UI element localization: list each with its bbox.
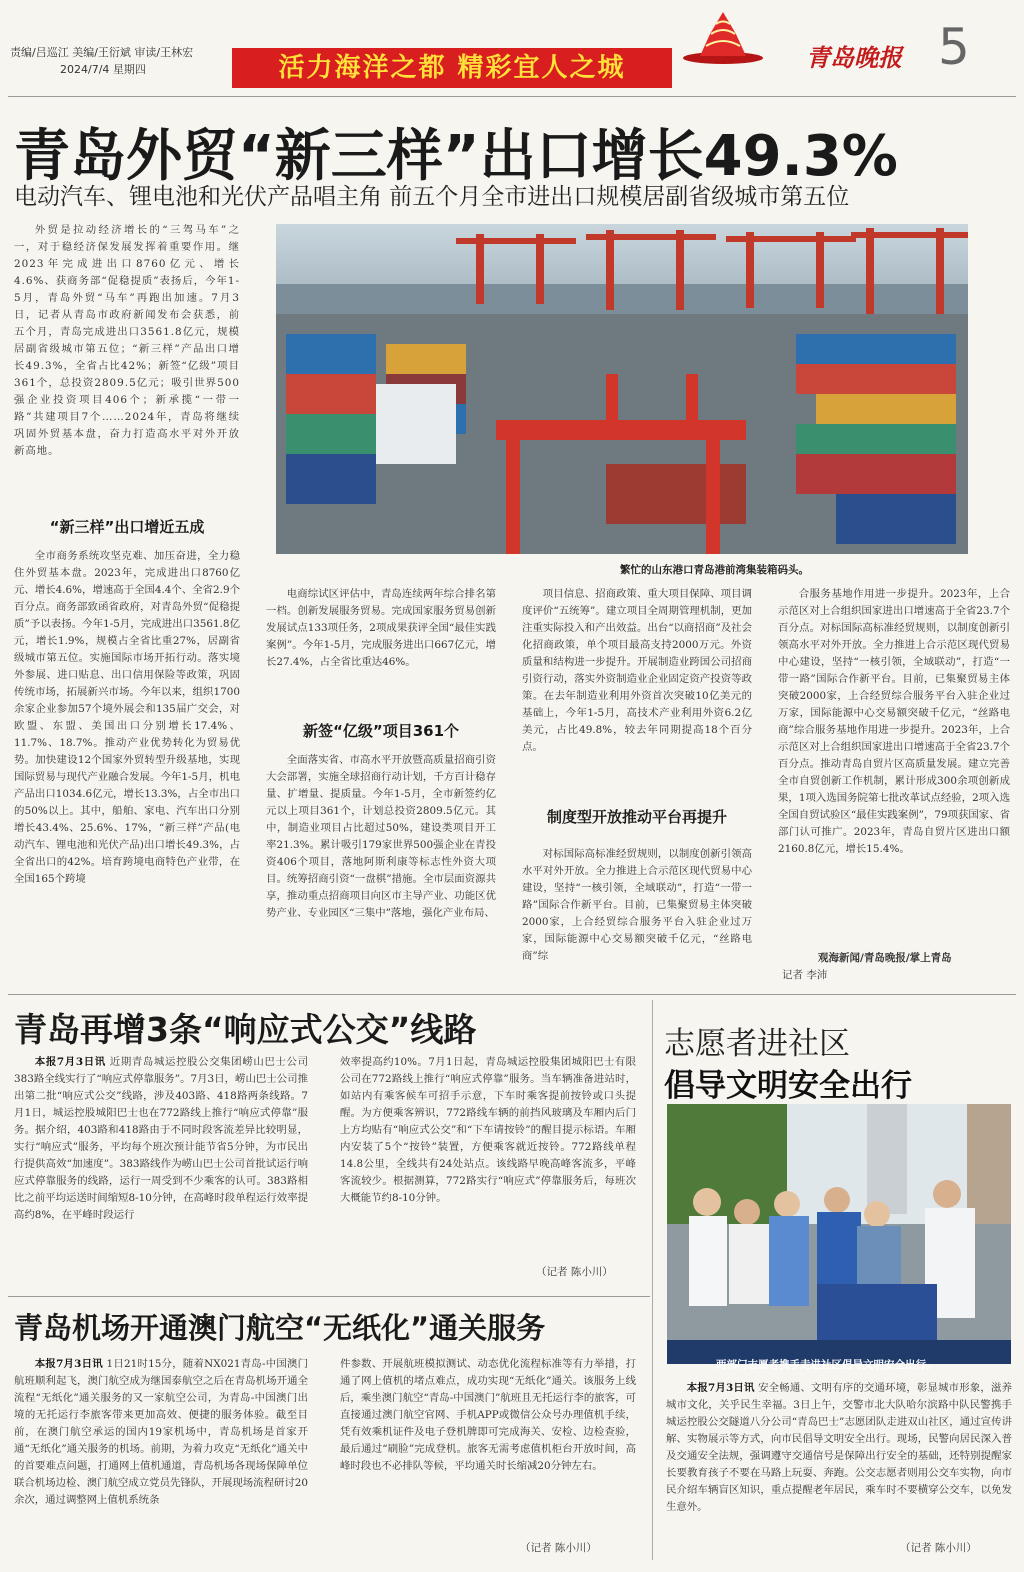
story1-intro: 外贸是拉动经济增长的“三驾马车”之一，对于稳经济保发展发挥着重要作用。继2023年完成进出口8760亿元、增长4.6%、获商务部“促稳提质”表扬后，今年1-5月，青岛外贸“马车”再跑出加速。7月3日，记者从青岛市政府新闻发布会获悉，前五个月，青岛完成进出口3561.8亿元，规模居副省级城市第五位；“新三样”产品出口增长49.3%，全省占比42%；新签“亿级”项目361个，总投资2809.5亿元；吸引世界500强企业投资项目406个；新承揽“一带一路”共建项目7个……2024年，青岛将继续巩固外贸基本盘，奋力打造高水平对外开放新高地。 — [14, 224, 240, 457]
issue-date: 2024/7/4 星期四 — [60, 63, 146, 76]
bus-byline: （记者 陈小川） — [536, 1266, 613, 1278]
airport-byline: （记者 陈小川） — [520, 1542, 597, 1554]
volunteer-kicker: 志愿者进社区 — [664, 1026, 850, 1062]
volunteer-dateline: 本报7月3日讯 — [686, 1382, 755, 1394]
story1-column-2b: 全面落实省、市高水平开放暨高质量招商引资大会部署，实施全球招商行动计划，千方百计稳存量、扩增量、提质量。今年1-5月，全市新签约亿元以上项目361个，计划总投资2809.5亿元。其中，制造业项目占比超过50%，建设类项目开工率21.3%。累计吸引179家世界500强企业在青投资406个项目，落地阿斯利康等标志性外资大项目。统筹招商引资“一盘棋”措施。全市层面资源共享，推动重点招商项目向区市主导产业、功能区优势产业、专业园区“三集中”落地，强化产业布局、 — [266, 754, 496, 919]
volunteer-body — [666, 1380, 1012, 1540]
volunteer-headline: 倡导文明安全出行 — [664, 1068, 912, 1104]
volunteer-photo-caption: 两部门志愿者携手走进社区倡导文明安全出行。 — [716, 1359, 937, 1371]
section-title-projects: 新签“亿级”项目361个 — [302, 722, 460, 740]
section-divider-2 — [8, 1296, 650, 1297]
airport-dateline: 本报7月3日讯 — [34, 1358, 103, 1370]
page-number: 5 — [938, 18, 970, 76]
story1-byline-media: 观海新闻/青岛晚报/掌上青岛 — [818, 952, 952, 964]
volunteer-text: 安全畅通、文明有序的交通环境，彰显城市形象，滋养城市文化，关乎民生幸福。3日上午，交警市北大队哈尔滨路中队民警携手城运控股公交隧道八分公司“青岛巴士”志愿团队走进双山社区，通过宣传讲解、实物展示等方式，向市民倡导文明安全出行。现场，民警向居民深入普及交通安全法规，强调遵守交通信号是保障出行安全的基础，还特别提醒家长要教育孩子不要在马路上玩耍、奔跑。公交志愿者则用公交车实物，向市民介绍车辆盲区知识，重点提醒老年居民，乘车时不要横穿公交车，以免发生意外。 — [666, 1382, 1012, 1513]
landmark-tower-icon — [680, 6, 766, 66]
story1-byline-reporter: 记者 李沛 — [782, 969, 828, 981]
story1-column-3a: 项目信息、招商政策、重大项目保障、项目调度评价“五统筹”。建立项目全周期管理机制，更加注重实际投入和产出效益。出台“以商招商”及社会化招商政策，单个项目最高支持2000万元。外资质量和结构进一步提升。开展制造业跨国公司招商引资行动，落实外资制造业企业固定资产投资等政策。在去年制造业利用外资首次突破10亿美元的基础上，今年1-5月，高技术产业利用外资6.2亿美元，占比49.8%，较去年同期提高18个百分点。 — [522, 588, 752, 753]
airport-text-1: 1日21时15分，随着NX021青岛-中国澳门航班顺利起飞，澳门航空成为继国泰航空之后在青岛机场开通全流程“无纸化”通关服务的又一家航空公司，为青岛-中国澳门出境的无托运行李旅客带来更加高效、便捷的服务体验。截至目前，在澳门航空承运的国内19家机场中，青岛机场是首家开通“无纸化”通关服务的机场。前期，为着力攻克“无纸化”通关中的首要难点问题，打通网上值机通道，青岛机场各现场保障单位联合机场边检、澳门航空成立党员先锋队，开展现场流程研讨20余次，通过调整网上值机系统条 — [14, 1358, 308, 1506]
newspaper-logo: 青岛晚报 — [806, 43, 902, 72]
section-divider — [8, 994, 1016, 995]
main-headline: 青岛外贸“新三样”出口增长49.3% — [14, 124, 898, 189]
editor-credits — [10, 44, 193, 78]
main-subheadline: 电动汽车、锂电池和光伏产品唱主角 前五个月全市进出口规模居副省级城市第五位 — [14, 184, 850, 210]
credits-line: 责编/吕巡江 美编/王衍斌 审读/王林宏 — [10, 46, 194, 59]
section-title-platform: 制度型开放推动平台再提升 — [546, 808, 727, 826]
slogan-banner: 活力海洋之都 精彩宜人之城 — [232, 48, 672, 88]
section-title-new-three: “新三样”出口增近五成 — [49, 518, 205, 536]
bus-headline: 青岛再增3条“响应式公交”线路 — [14, 1010, 477, 1049]
story1-column-4: 合服务基地作用进一步提升。2023年，上合示范区对上合组织国家进出口增速高于全省23.7个百分点。对标国际高标准经贸规则，以制度创新引领高水平对外开放。全力推进上合示范区现代贸易中心建设，坚持“一核引领，全域联动”，打造“一带一路”国际合作新平台。目前，已集聚贸易主体突破2000家，上合经贸综合服务平台入驻企业过万家，国际能源中心交易额突破千亿元，“丝路电商”综合服务基地作用进一步提升。2023年，上合示范区对上合组织国家进出口增速高于全省23.7个百分点。推动青岛自贸片区高质量发展。建立完善全市自贸创新工作机制，累计形成300余项创新成果，1项入选国务院第七批改革试点经验，2项入选全国自贸试验区“最佳实践案例”，79项获国家、省部门认可推广。2023年，青岛自贸片区进出口额2160.8亿元，增长15.4%。 — [778, 588, 1010, 855]
bus-text-1: 近期青岛城运控股公交集团崂山巴士公司383路全线实行了“响应式停靠服务”。7月3日，崂山巴士公司推出第二批“响应式公交”线路，涉及403路、418路两条线路。7月1日，城运控股城阳巴士也在772路线上推行“响应式停靠”服务。据介绍，403路和418路由于不同时段客流差异比较明显，实行“响应式”服务，平均每个班次预计能节省5分钟，为市民出行提供高效“加速度”。383路线作为崂山巴士公司首批试运行响应式停靠服务的线路，运行一周受到不少乘客的认可。383路相比之前平均运送时间缩短8-10分钟，在高峰时段单程运行效率提高约8%，在平峰时段运行 — [14, 1056, 308, 1221]
airport-column-2: 件参数、开展航班模拟测试、动态优化流程标准等有力举措，打通了网上值机的堵点难点，成功实现“无纸化”通关。该服务上线后，乘坐澳门航空“青岛-中国澳门”航班且无托运行李的旅客，可直接通过澳门航空官网、手机APP或微信公众号办理值机手续，凭有效乘机证件及电子登机牌即可完成海关、安检、边检查验，最后通过“刷脸”完成登机。旅客无需考虑值机柜台开放时间，高峰时段也不必排队等候，平均通关时长缩减20分钟左右。 — [340, 1358, 636, 1472]
airport-column-1 — [14, 1356, 308, 1562]
masthead-rule — [8, 96, 1016, 97]
bus-column-1 — [14, 1054, 308, 1278]
container-port-photo — [276, 224, 968, 554]
bus-column-2: 效率提高约10%。7月1日起，青岛城运控股集团城阳巴士有限公司在772路线上推行“响应式停靠”服务。当车辆准备进站时，如站内有乘客候车可招手示意，下车时乘客提前按铃或口头提醒。为方便乘客辨识，772路线车辆的前挡风玻璃及车厢内后门上方均贴有“响应式公交”和“下车请按铃”的醒目提示标语。车厢内安装了5个“按铃”装置，方便乘客就近按铃。772路线单程14.8公里，全线共有24处站点。该线路早晚高峰客流多，平峰客流较少。根据测算，772路实行“响应式”停靠服务后，每班次大概能节约8-10分钟。 — [340, 1056, 636, 1204]
volunteer-photo — [667, 1104, 1011, 1364]
story1-column-3b: 对标国际高标准经贸规则，以制度创新引领高水平对外开放。全力推进上合示范区现代贸易中心建设，坚持“一核引领，全域联动”，打造“一带一路”国际合作新平台。目前，已集聚贸易主体突破2000家，上合经贸综合服务平台入驻企业过万家，国际能源中心交易额突破千亿元，“丝路电商”综 — [522, 848, 752, 962]
port-photo-caption: 繁忙的山东港口青岛港前湾集装箱码头。 — [620, 564, 809, 576]
column-divider — [652, 1000, 653, 1560]
story1-column-2a: 电商综试区评估中，青岛连续两年综合排名第一档。创新发展服务贸易。完成国家服务贸易创新发展试点133项任务，2项成果获评全国“最佳实践案例”。今年1-5月，完成服务进出口667亿元，增长27.4%，占全省比重达46%。 — [266, 588, 496, 668]
bus-dateline: 本报7月3日讯 — [34, 1056, 106, 1068]
volunteer-byline: （记者 陈小川） — [900, 1542, 977, 1554]
story1-column-1: 全市商务系统攻坚克难、加压奋进，全力稳住外贸基本盘。2023年，完成进出口8760亿元、增长4.6%，增速高于全国4.4个、全省2.9个百分点。商务部致函省政府，对青岛外贸“促稳提质”予以表扬。今年1-5月，完成进出口3561.8亿元，增长1.9%，规模占全省比重27%，居副省级城市第五位。实施国际市场开拓行动。落实境外参展、进口贴息、出口信用保险等政策，巩固传统市场，拓展新兴市场。今年以来，组织1700余家企业参加57个境外展会和135届广交会，对欧盟、东盟、美国出口分别增长17.4%、11.7%、18.7%。推动产业优势转化为贸易优势。加快建设12个国家外贸转型升级基地，实现国际贸易与现代产业融合发展。今年1-5月，机电产品出口1034.6亿元，增长13.3%，占全市出口的50%以上。其中，船舶、家电、汽车出口分别增长43.4%、25.6%、17%，“新三样”产品(电动汽车、锂电池和光伏产品)出口增长49.3%，占全省出口的42%。培育跨境电商特色产业带，在全国165个跨境 — [14, 550, 240, 885]
airport-headline: 青岛机场开通澳门航空“无纸化”通关服务 — [14, 1311, 546, 1345]
